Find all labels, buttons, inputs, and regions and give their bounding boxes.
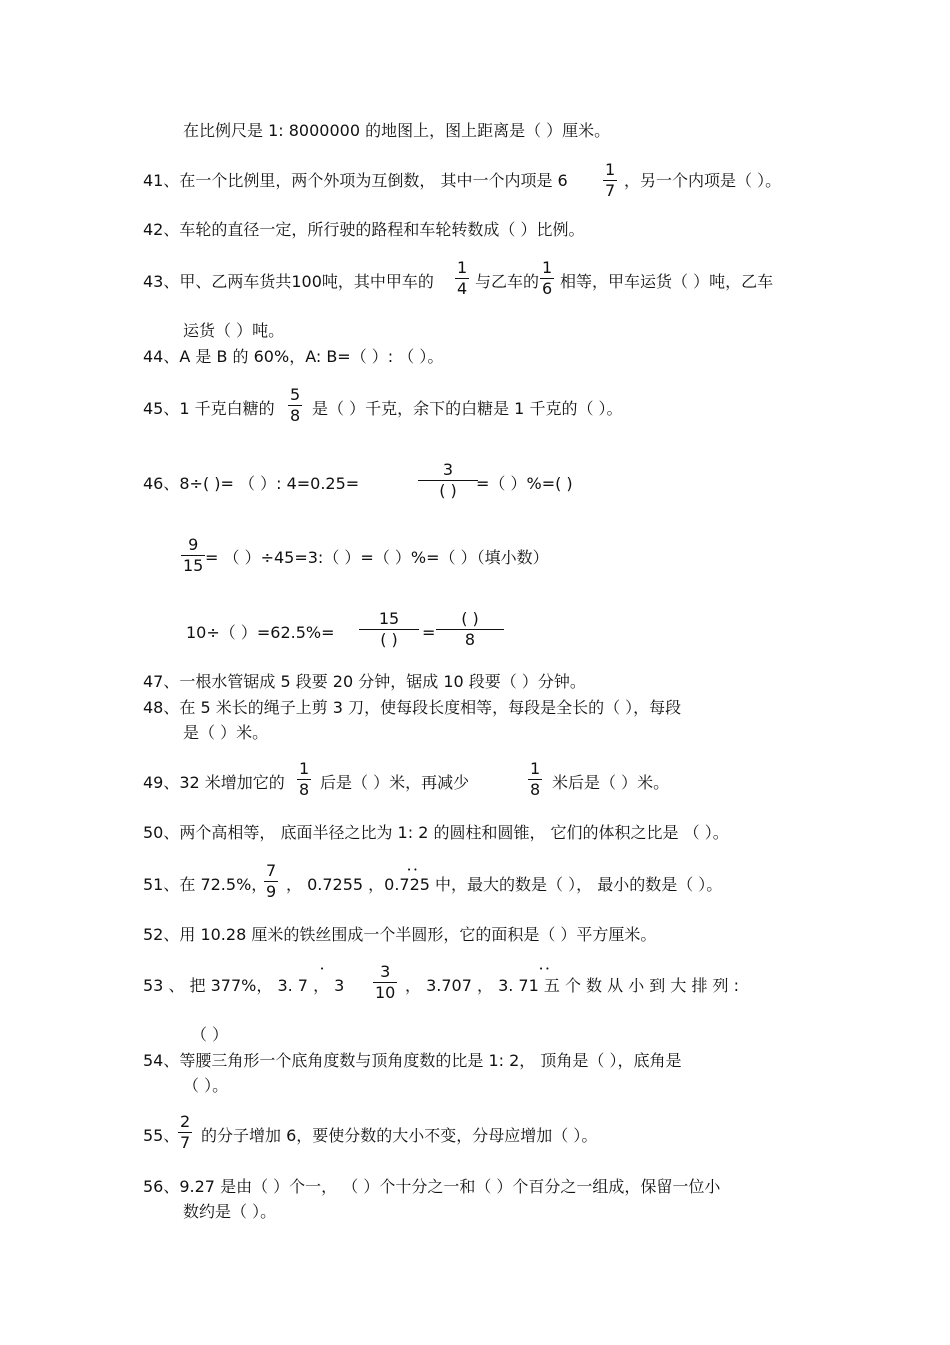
question-51-text: 51、在 72.5%， — [143, 875, 268, 894]
fraction-denominator: 8 — [436, 629, 504, 650]
question-51-fraction — [264, 861, 278, 902]
question-43-fraction-2 — [540, 258, 554, 299]
question-45-text: 45、1 千克白糖的 — [143, 399, 275, 418]
fraction-denominator: ( ) — [359, 629, 419, 650]
question-46-line-1-end: =（ ）%=( ) — [476, 474, 573, 493]
fraction-denominator: 9 — [266, 882, 277, 901]
question-56-line-2: 数约是（ ）。 — [183, 1202, 277, 1221]
question-47-line: 47、一根水管锯成 5 段要 20 分钟，锯成 10 段要（ ）分钟。 — [143, 672, 586, 691]
question-51-text-end: ， 0.7255 ，0.725 中，最大的数是（ ）， 最小的数是（ ）。 — [286, 875, 723, 894]
fraction-numerator: 2 — [180, 1112, 191, 1131]
question-53-fraction — [373, 962, 397, 1003]
question-54-line-1: 54、等腰三角形一个底角度数与顶角度数的比是 1: 2， 顶角是（ ），底角是 — [143, 1051, 682, 1070]
question-43-text: 43、甲、乙两车货共100吨，其中甲车的 — [143, 272, 434, 291]
fraction-numerator: 7 — [266, 861, 277, 880]
question-41-text-end: ，另一个内项是（ ）。 — [624, 171, 782, 190]
fraction-numerator: 1 — [542, 258, 553, 277]
question-43-fraction-1 — [455, 258, 469, 299]
question-49-text-end: 米后是（ ）米。 — [552, 773, 670, 792]
question-55-text: 的分子增加 6，要使分数的大小不变，分母应增加（ ）。 — [201, 1126, 598, 1145]
question-53-answer-blank: （ ） — [191, 1025, 229, 1044]
question-43-continuation: 运货（ ）吨。 — [183, 321, 285, 340]
fraction-denominator: ( ) — [418, 480, 478, 501]
question-55-fraction — [178, 1112, 192, 1153]
question-55-number: 55、 — [143, 1126, 180, 1145]
fraction-denominator: 7 — [180, 1133, 191, 1152]
question-46-fraction-4 — [436, 609, 504, 650]
fraction-numerator: 15 — [378, 609, 400, 628]
question-52-line: 52、用 10.28 厘米的铁丝围成一个半圆形，它的面积是（ ）平方厘米。 — [143, 925, 657, 944]
question-43-text-mid: 与乙车的 — [475, 272, 540, 291]
fraction-numerator: 1 — [457, 258, 468, 277]
question-46-fraction-2 — [181, 535, 205, 576]
question-49-text: 49、32 米增加它的 — [143, 773, 285, 792]
question-41-text: 41、在一个比例里，两个外项为互倒数， 其中一个内项是 6 — [143, 171, 568, 190]
fraction-numerator: 5 — [290, 385, 301, 404]
question-43-text-end: 相等，甲车运货（ ）吨，乙车 — [560, 272, 774, 291]
repeating-decimal-dot: • • — [539, 965, 550, 973]
question-46-line-1: 46、8÷( )= （ ）: 4=0.25= — [143, 474, 360, 493]
fraction-denominator: 7 — [605, 181, 616, 200]
question-56-line-1: 56、9.27 是由（ ）个一， （ ）个十分之一和（ ）个百分之一组成，保留一位小 — [143, 1177, 721, 1196]
fraction-denominator: 4 — [457, 279, 468, 298]
question-49-fraction-1 — [297, 759, 311, 800]
fraction-denominator: 15 — [183, 556, 204, 575]
question-53-text: 53 、 把 377%， 3. 7 ， 3 — [143, 976, 345, 995]
question-46-line-3-equals: = — [422, 623, 436, 642]
fraction-numerator: ( ) — [461, 609, 479, 628]
fraction-denominator: 10 — [375, 983, 396, 1002]
fraction-denominator: 8 — [530, 780, 541, 799]
question-46-fraction-1 — [418, 460, 478, 501]
question-42-line: 42、车轮的直径一定，所行驶的路程和车轮转数成（ ）比例。 — [143, 220, 585, 239]
question-41-fraction — [603, 160, 617, 201]
question-48-line-2: 是（ ）米。 — [183, 723, 269, 742]
fraction-numerator: 1 — [605, 160, 616, 179]
question-46-line-2: = （ ）÷45=3:（ ）=（ ）%=（ ）（填小数） — [205, 548, 549, 567]
fraction-numerator: 1 — [299, 759, 310, 778]
fraction-denominator: 8 — [290, 406, 301, 425]
repeating-decimal-dot: • — [320, 965, 325, 973]
question-49-fraction-2 — [528, 759, 542, 800]
fraction-denominator: 8 — [299, 780, 310, 799]
fraction-numerator: 3 — [442, 460, 454, 479]
question-50-line: 50、两个高相等， 底面半径之比为 1: 2 的圆柱和圆锥， 它们的体积之比是 （ ）。 — [143, 823, 729, 842]
question-44-line: 44、A 是 B 的 60%，A: B=（ ）: （ ）。 — [143, 347, 444, 366]
fraction-denominator: 6 — [542, 279, 553, 298]
question-40-line: 在比例尺是 1: 8000000 的地图上，图上距离是（ ）厘米。 — [183, 121, 611, 140]
question-48-line-1: 48、在 5 米长的绳子上剪 3 刀，使每段长度相等，每段是全长的（ ），每段 — [143, 698, 682, 717]
question-54-line-2: （ ）。 — [183, 1076, 229, 1095]
question-46-fraction-3 — [359, 609, 419, 650]
question-53-text-end: ， 3.707 ， 3. 71 五 个 数 从 小 到 大 排 列 : — [405, 976, 740, 995]
question-45-fraction — [288, 385, 302, 426]
question-45-text-end: 是（ ）千克，余下的白糖是 1 千克的（ ）。 — [312, 399, 623, 418]
repeating-decimal-dot: • • — [407, 866, 418, 874]
fraction-numerator: 9 — [188, 535, 199, 554]
fraction-numerator: 3 — [380, 962, 391, 981]
question-49-text-mid: 后是（ ）米，再减少 — [320, 773, 470, 792]
fraction-numerator: 1 — [530, 759, 541, 778]
question-46-line-3: 10÷（ ）=62.5%= — [186, 623, 335, 642]
